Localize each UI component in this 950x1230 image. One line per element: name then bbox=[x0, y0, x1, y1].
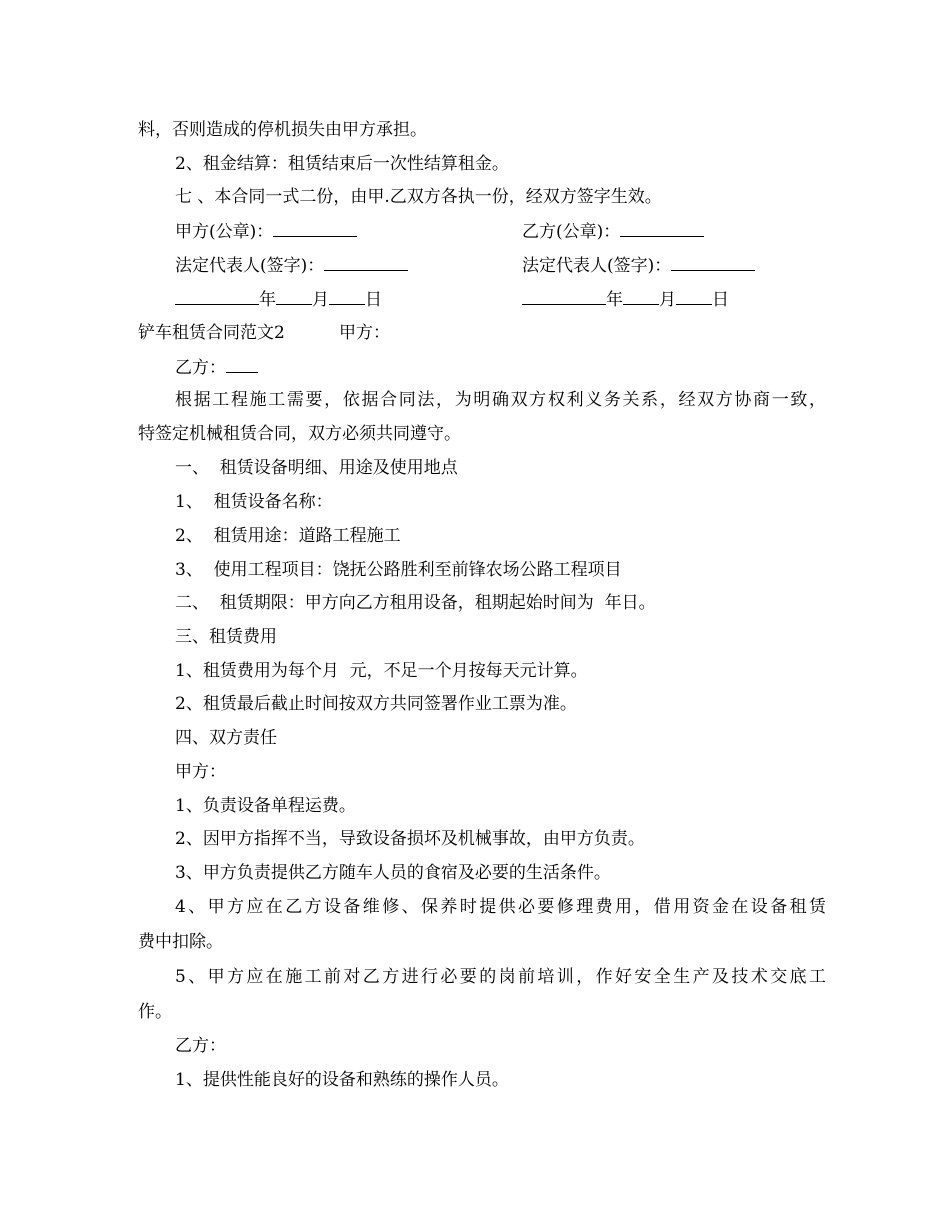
blank-line bbox=[623, 288, 659, 305]
year-label: 年 bbox=[259, 290, 276, 310]
list-item: 2、 租赁用途：道路工程施工 bbox=[175, 526, 401, 546]
signature-party-a-seal bbox=[175, 220, 357, 243]
section-heading: 四、双方责任 bbox=[175, 728, 277, 748]
list-item: 4、甲方应在乙方设备维修、保养时提供必要修理费用，借用资金在设备租赁 bbox=[175, 897, 826, 917]
list-item: 1、负责设备单程运费。 bbox=[175, 796, 356, 816]
text-line: 七 、本合同一式二份，由甲.乙双方各执一份，经双方签字生效。 bbox=[175, 187, 662, 207]
paragraph-line: 特签定机械租赁合同，双方必须共同遵守。 bbox=[138, 424, 461, 444]
day-label: 日 bbox=[365, 290, 382, 310]
text-line: 2、租金结算：租赁结束后一次性结算租金。 bbox=[175, 154, 509, 174]
list-item: 1、 租赁设备名称： bbox=[175, 492, 333, 512]
month-label: 月 bbox=[659, 290, 676, 310]
blank-line bbox=[175, 288, 259, 305]
text-line: 料，否则造成的停机损失由甲方承担。 bbox=[138, 120, 427, 140]
month-label: 月 bbox=[312, 290, 329, 310]
label: 法定代表人(签字)： bbox=[522, 256, 672, 276]
blank-line bbox=[620, 220, 704, 237]
blank-line bbox=[273, 220, 357, 237]
list-item-continued: 费中扣除。 bbox=[138, 932, 223, 952]
label: 法定代表人(签字)： bbox=[175, 256, 325, 276]
list-item: 2、因甲方指挥不当，导致设备损坏及机械事故，由甲方负责。 bbox=[175, 829, 645, 849]
blank-line bbox=[671, 254, 755, 271]
list-item: 2、租赁最后截止时间按双方共同签署作业工票为准。 bbox=[175, 694, 577, 714]
label: 乙方(公章)： bbox=[522, 222, 621, 242]
label: 乙方： bbox=[175, 358, 226, 378]
day-label: 日 bbox=[712, 290, 729, 310]
section-heading: 一、 租赁设备明细、用途及使用地点 bbox=[175, 458, 458, 478]
list-item: 1、租赁费用为每个月 元，不足一个月按每天元计算。 bbox=[175, 661, 588, 681]
party-a-label: 甲方： bbox=[339, 323, 390, 343]
section-heading: 二、 租赁期限：甲方向乙方租用设备，租期起始时间为 年日。 bbox=[175, 593, 656, 613]
list-item: 5、甲方应在施工前对乙方进行必要的岗前培训，作好安全生产及技术交底工 bbox=[175, 967, 826, 987]
party-a-heading: 甲方： bbox=[175, 762, 226, 782]
party-b-line bbox=[175, 356, 258, 379]
contract-title: 铲车租赁合同范文2 bbox=[138, 323, 285, 343]
blank-line bbox=[522, 288, 606, 305]
list-item: 1、提供性能良好的设备和熟练的操作人员。 bbox=[175, 1070, 509, 1090]
party-b-heading: 乙方： bbox=[175, 1036, 226, 1056]
paragraph-line: 根据工程施工需要，依据合同法，为明确双方权利义务关系，经双方协商一致， bbox=[175, 390, 826, 410]
list-item-continued: 作。 bbox=[138, 1002, 172, 1022]
signature-party-b-rep bbox=[522, 254, 755, 277]
blank-line bbox=[329, 288, 365, 305]
date-party-a bbox=[175, 288, 382, 311]
date-party-b bbox=[522, 288, 729, 311]
blank-line bbox=[276, 288, 312, 305]
list-item: 3、甲方负责提供乙方随车人员的食宿及必要的生活条件。 bbox=[175, 863, 611, 883]
signature-party-b-seal bbox=[522, 220, 704, 243]
blank-line bbox=[324, 254, 408, 271]
blank-line bbox=[676, 288, 712, 305]
signature-party-a-rep bbox=[175, 254, 408, 277]
year-label: 年 bbox=[606, 290, 623, 310]
section-heading: 三、租赁费用 bbox=[175, 627, 277, 647]
list-item: 3、 使用工程项目：饶抚公路胜利至前锋农场公路工程项目 bbox=[175, 560, 622, 580]
blank-line bbox=[226, 356, 258, 373]
label: 甲方(公章)： bbox=[175, 222, 274, 242]
